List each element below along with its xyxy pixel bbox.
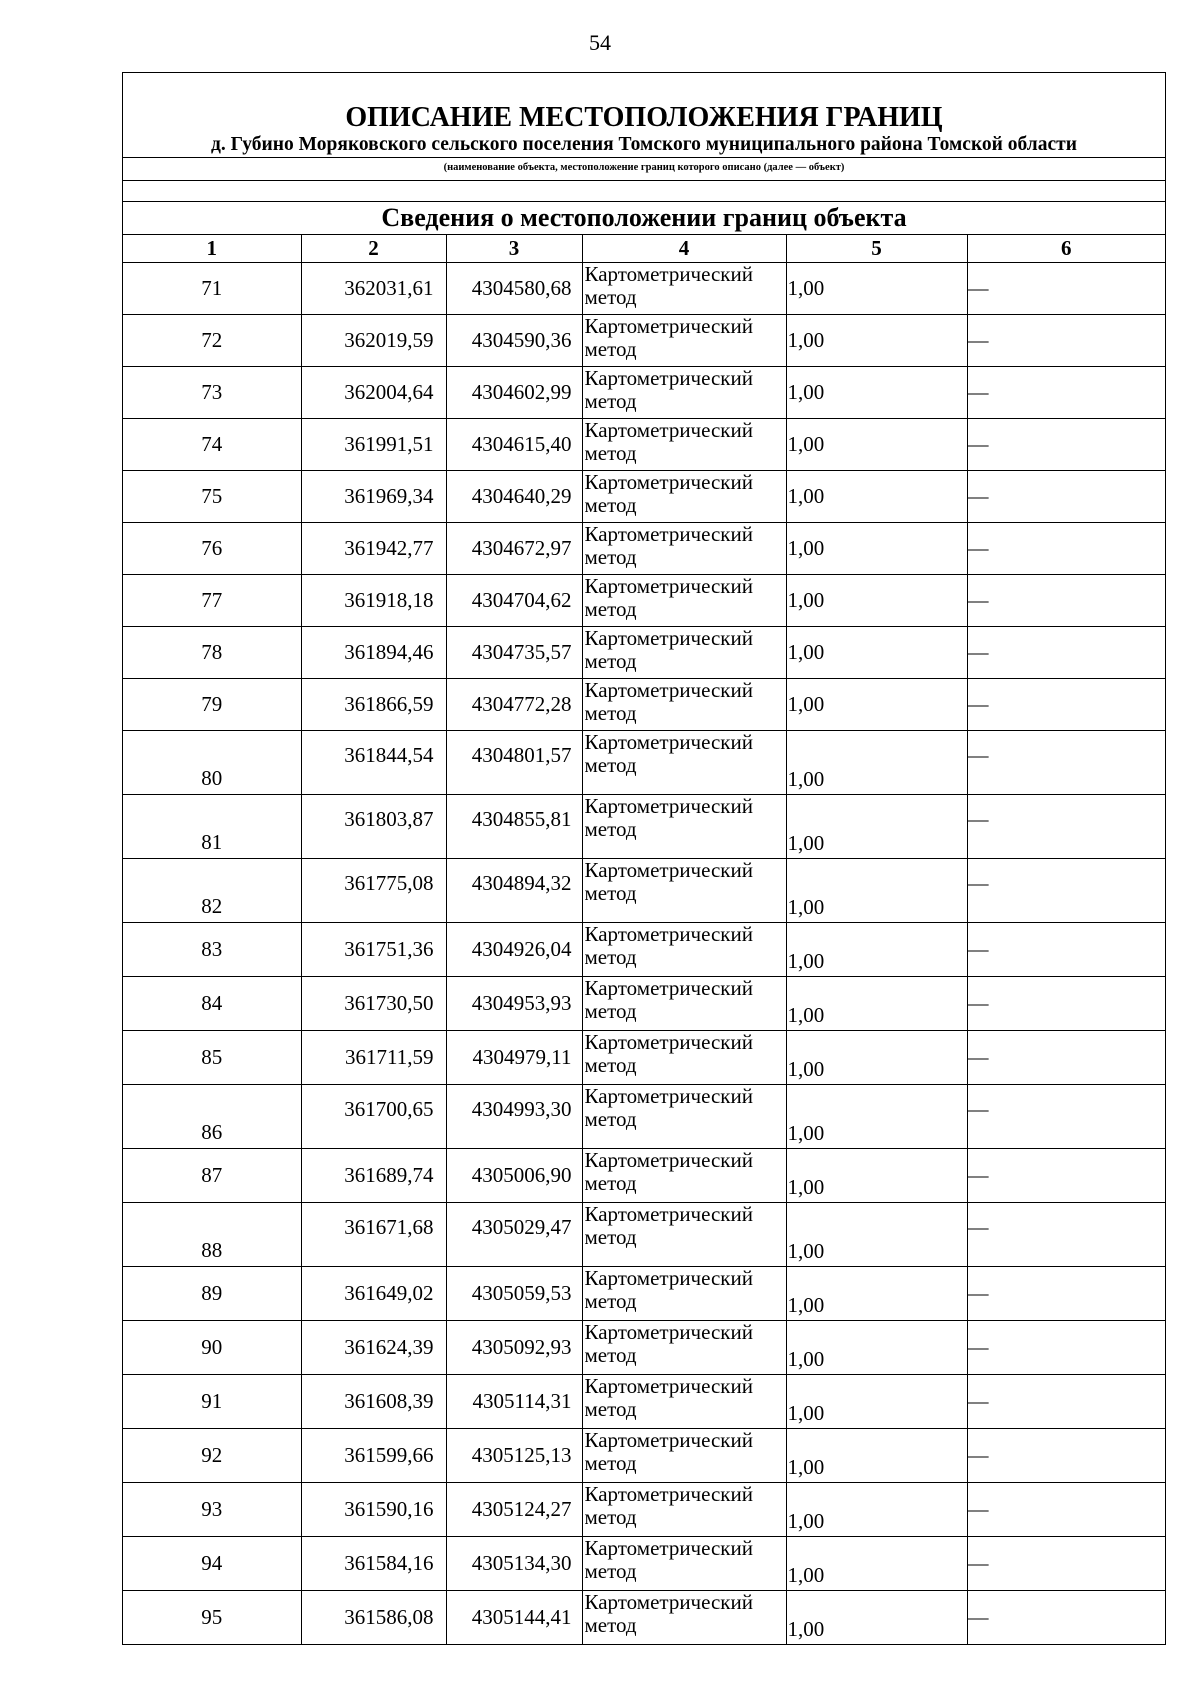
description-cell: —: [967, 923, 1165, 977]
y-coordinate-cell: 4305144,41: [446, 1591, 582, 1645]
method-cell: Картометрический метод: [582, 1321, 786, 1375]
y-coordinate-cell: 4304590,36: [446, 315, 582, 367]
method-cell: Картометрический метод: [582, 419, 786, 471]
precision-cell: 1,00: [786, 1591, 967, 1645]
coordinates-table-body: [123, 263, 1165, 1645]
description-cell: —: [967, 731, 1165, 795]
table-row: [123, 575, 1165, 627]
y-coordinate-cell: 4304993,30: [446, 1085, 582, 1149]
method-cell: Картометрический метод: [582, 1375, 786, 1429]
table-row: [123, 1149, 1165, 1203]
table-row: [123, 419, 1165, 471]
y-coordinate-cell: 4304855,81: [446, 795, 582, 859]
description-cell: —: [967, 859, 1165, 923]
description-cell: —: [967, 1203, 1165, 1267]
point-number-cell: 76: [123, 523, 301, 575]
method-cell: Картометрический метод: [582, 367, 786, 419]
y-coordinate-cell: 4305124,27: [446, 1483, 582, 1537]
point-number-cell: 88: [123, 1203, 301, 1267]
y-coordinate-cell: 4305134,30: [446, 1537, 582, 1591]
column-header-3: 3: [446, 235, 582, 263]
precision-cell: 1,00: [786, 1321, 967, 1375]
precision-cell: 1,00: [786, 315, 967, 367]
page-number: 54: [589, 30, 611, 55]
x-coordinate-cell: 361608,39: [301, 1375, 446, 1429]
x-coordinate-cell: 361584,16: [301, 1537, 446, 1591]
point-number-cell: 78: [123, 627, 301, 679]
description-cell: —: [967, 1537, 1165, 1591]
column-header-5: 5: [786, 235, 967, 263]
x-coordinate-cell: 361599,66: [301, 1429, 446, 1483]
description-cell: —: [967, 977, 1165, 1031]
point-number-cell: 83: [123, 923, 301, 977]
x-coordinate-cell: 361671,68: [301, 1203, 446, 1267]
description-cell: —: [967, 575, 1165, 627]
table-row: [123, 795, 1165, 859]
method-cell: Картометрический метод: [582, 315, 786, 367]
description-cell: —: [967, 1591, 1165, 1645]
section-title: Сведения о местоположении границ объекта: [123, 201, 1165, 235]
method-cell: Картометрический метод: [582, 1591, 786, 1645]
table-row: [123, 315, 1165, 367]
precision-cell: 1,00: [786, 1429, 967, 1483]
precision-cell: 1,00: [786, 523, 967, 575]
description-cell: —: [967, 315, 1165, 367]
method-cell: Картометрический метод: [582, 1085, 786, 1149]
point-number-cell: 95: [201, 1605, 223, 1629]
table-row: [123, 523, 1165, 575]
description-cell: —: [967, 627, 1165, 679]
point-number-cell: 85: [123, 1031, 301, 1085]
x-coordinate-cell: 361991,51: [301, 419, 446, 471]
precision-cell: 1,00: [786, 1483, 967, 1537]
description-cell: —: [967, 679, 1165, 731]
table-row: [123, 1429, 1165, 1483]
y-coordinate-cell: 4305114,31: [446, 1375, 582, 1429]
x-coordinate-cell: 361730,50: [301, 977, 446, 1031]
x-coordinate-cell: 361689,74: [301, 1149, 446, 1203]
precision-cell: 1,00: [786, 575, 967, 627]
method-cell: Картометрический метод: [582, 859, 786, 923]
coordinates-table: [123, 235, 1165, 1644]
form-header: [123, 73, 1165, 181]
table-row: [123, 1031, 1165, 1085]
point-number-cell: 94: [123, 1537, 301, 1591]
x-coordinate-cell: 361649,02: [301, 1267, 446, 1321]
table-row: [123, 1321, 1165, 1375]
x-coordinate-cell: 361751,36: [301, 923, 446, 977]
x-coordinate-cell: 361803,87: [301, 795, 446, 859]
y-coordinate-cell: 4305125,13: [446, 1429, 582, 1483]
table-row: [123, 1483, 1165, 1537]
point-number-cell: 90: [123, 1321, 301, 1375]
column-header-1: 1: [123, 235, 301, 263]
y-coordinate-cell: 4304602,99: [446, 367, 582, 419]
description-cell: —: [967, 1321, 1165, 1375]
y-coordinate-cell: 4304894,32: [446, 859, 582, 923]
description-cell: —: [967, 1375, 1165, 1429]
precision-cell: 1,00: [786, 977, 967, 1031]
table-row: [123, 627, 1165, 679]
y-coordinate-cell: 4304735,57: [446, 627, 582, 679]
method-cell: Картометрический метод: [582, 1031, 786, 1085]
precision-cell: 1,00: [786, 1203, 967, 1267]
document-title: ОПИСАНИЕ МЕСТОПОЛОЖЕНИЯ ГРАНИЦ: [345, 102, 943, 133]
precision-cell: 1,00: [786, 627, 967, 679]
object-name-caption: (наименование объекта, местоположение границ которого описано (далее — объект): [123, 157, 1165, 180]
y-coordinate-cell: 4305029,47: [446, 1203, 582, 1267]
precision-cell: 1,00: [786, 1537, 967, 1591]
y-coordinate-cell: 4304979,11: [446, 1031, 582, 1085]
precision-cell: 1,00: [786, 923, 967, 977]
table-row: [123, 263, 1165, 315]
precision-cell: 1,00: [786, 679, 967, 731]
x-coordinate-cell: 361711,59: [301, 1031, 446, 1085]
method-cell: Картометрический метод: [582, 523, 786, 575]
column-header-2: 2: [301, 235, 446, 263]
method-cell: Картометрический метод: [582, 1537, 786, 1591]
table-row: [123, 1591, 1165, 1645]
point-number-cell: 93: [123, 1483, 301, 1537]
table-row: [123, 859, 1165, 923]
point-number-cell: 86: [123, 1085, 301, 1149]
precision-cell: 1,00: [786, 419, 967, 471]
description-cell: —: [967, 795, 1165, 859]
method-cell: Картометрический метод: [582, 731, 786, 795]
column-number-row: [123, 235, 1165, 263]
x-coordinate-cell: 362019,59: [301, 315, 446, 367]
description-cell: —: [967, 367, 1165, 419]
method-cell: Картометрический метод: [582, 679, 786, 731]
description-cell: —: [967, 419, 1165, 471]
x-coordinate-cell: 361586,08: [301, 1591, 446, 1645]
description-cell: —: [967, 1483, 1165, 1537]
description-cell: —: [967, 471, 1165, 523]
method-cell: Картометрический метод: [582, 1149, 786, 1203]
point-number-cell: 89: [123, 1267, 301, 1321]
x-coordinate-cell: 361942,77: [301, 523, 446, 575]
point-number-cell: 79: [123, 679, 301, 731]
method-cell: Картометрический метод: [582, 575, 786, 627]
precision-cell: 1,00: [786, 471, 967, 523]
x-coordinate-cell: 362031,61: [301, 263, 446, 315]
table-row: [123, 731, 1165, 795]
table-row: [123, 923, 1165, 977]
x-coordinate-cell: 361775,08: [301, 859, 446, 923]
precision-cell: 1,00: [786, 795, 967, 859]
y-coordinate-cell: 4304953,93: [446, 977, 582, 1031]
boundary-description-form: [122, 72, 1166, 1645]
point-number-cell: 72: [123, 315, 301, 367]
table-row: [123, 1537, 1165, 1591]
table-row: [123, 1267, 1165, 1321]
precision-cell: 1,00: [786, 367, 967, 419]
precision-cell: 1,00: [786, 1267, 967, 1321]
precision-cell: 1,00: [786, 1085, 967, 1149]
point-number-cell: 87: [123, 1149, 301, 1203]
precision-cell: 1,00: [786, 263, 967, 315]
x-coordinate-cell: 361866,59: [301, 679, 446, 731]
table-row: [123, 679, 1165, 731]
method-cell: Картометрический метод: [582, 627, 786, 679]
precision-cell: 1,00: [786, 1149, 967, 1203]
x-coordinate-cell: 361590,16: [301, 1483, 446, 1537]
y-coordinate-cell: 4304926,04: [446, 923, 582, 977]
y-coordinate-cell: 4305092,93: [446, 1321, 582, 1375]
x-coordinate-cell: 361918,18: [301, 575, 446, 627]
precision-cell: 1,00: [786, 1375, 967, 1429]
precision-cell: 1,00: [786, 1031, 967, 1085]
precision-cell: 1,00: [786, 731, 967, 795]
point-number-cell: 92: [123, 1429, 301, 1483]
description-cell: —: [967, 1031, 1165, 1085]
y-coordinate-cell: 4305006,90: [446, 1149, 582, 1203]
x-coordinate-cell: 361894,46: [301, 627, 446, 679]
method-cell: Картометрический метод: [582, 1203, 786, 1267]
y-coordinate-cell: 4304704,62: [446, 575, 582, 627]
point-number-cell: 77: [123, 575, 301, 627]
method-cell: Картометрический метод: [582, 1429, 786, 1483]
table-row: [123, 367, 1165, 419]
x-coordinate-cell: 362004,64: [301, 367, 446, 419]
point-number-cell: 73: [123, 367, 301, 419]
method-cell: Картометрический метод: [582, 471, 786, 523]
point-number-cell: 82: [123, 859, 301, 923]
point-number-cell: 91: [123, 1375, 301, 1429]
method-cell: Картометрический метод: [582, 1483, 786, 1537]
method-cell: Картометрический метод: [582, 923, 786, 977]
description-cell: —: [967, 1149, 1165, 1203]
table-row: [123, 1203, 1165, 1267]
column-header-6: 6: [967, 235, 1165, 263]
table-row: [123, 1085, 1165, 1149]
description-cell: —: [967, 1267, 1165, 1321]
method-cell: Картометрический метод: [582, 1267, 786, 1321]
table-row: [123, 471, 1165, 523]
point-number-cell: 74: [123, 419, 301, 471]
x-coordinate-cell: 361624,39: [301, 1321, 446, 1375]
x-coordinate-cell: 361844,54: [301, 731, 446, 795]
y-coordinate-cell: 4305059,53: [446, 1267, 582, 1321]
y-coordinate-cell: 4304640,29: [446, 471, 582, 523]
description-cell: —: [967, 263, 1165, 315]
description-cell: —: [967, 1085, 1165, 1149]
y-coordinate-cell: 4304615,40: [446, 419, 582, 471]
y-coordinate-cell: 4304772,28: [446, 679, 582, 731]
description-cell: —: [967, 1429, 1165, 1483]
precision-cell: 1,00: [786, 859, 967, 923]
table-row: [123, 977, 1165, 1031]
column-header-4: 4: [582, 235, 786, 263]
x-coordinate-cell: 361969,34: [301, 471, 446, 523]
table-row: [123, 1375, 1165, 1429]
method-cell: Картометрический метод: [582, 263, 786, 315]
y-coordinate-cell: 4304580,68: [446, 263, 582, 315]
method-cell: Картометрический метод: [582, 977, 786, 1031]
object-name: д. Губино Моряковского сельского поселения Томского муниципального района Томской области: [211, 134, 1077, 155]
point-number-cell: 75: [123, 471, 301, 523]
point-number-cell: 71: [123, 263, 301, 315]
x-coordinate-cell: 361700,65: [301, 1085, 446, 1149]
point-number-cell: 80: [123, 731, 301, 795]
method-cell: Картометрический метод: [582, 795, 786, 859]
y-coordinate-cell: 4304672,97: [446, 523, 582, 575]
point-number-cell: 81: [123, 795, 301, 859]
point-number-cell: 84: [123, 977, 301, 1031]
y-coordinate-cell: 4304801,57: [446, 731, 582, 795]
description-cell: —: [967, 523, 1165, 575]
header-spacer: [123, 181, 1165, 201]
